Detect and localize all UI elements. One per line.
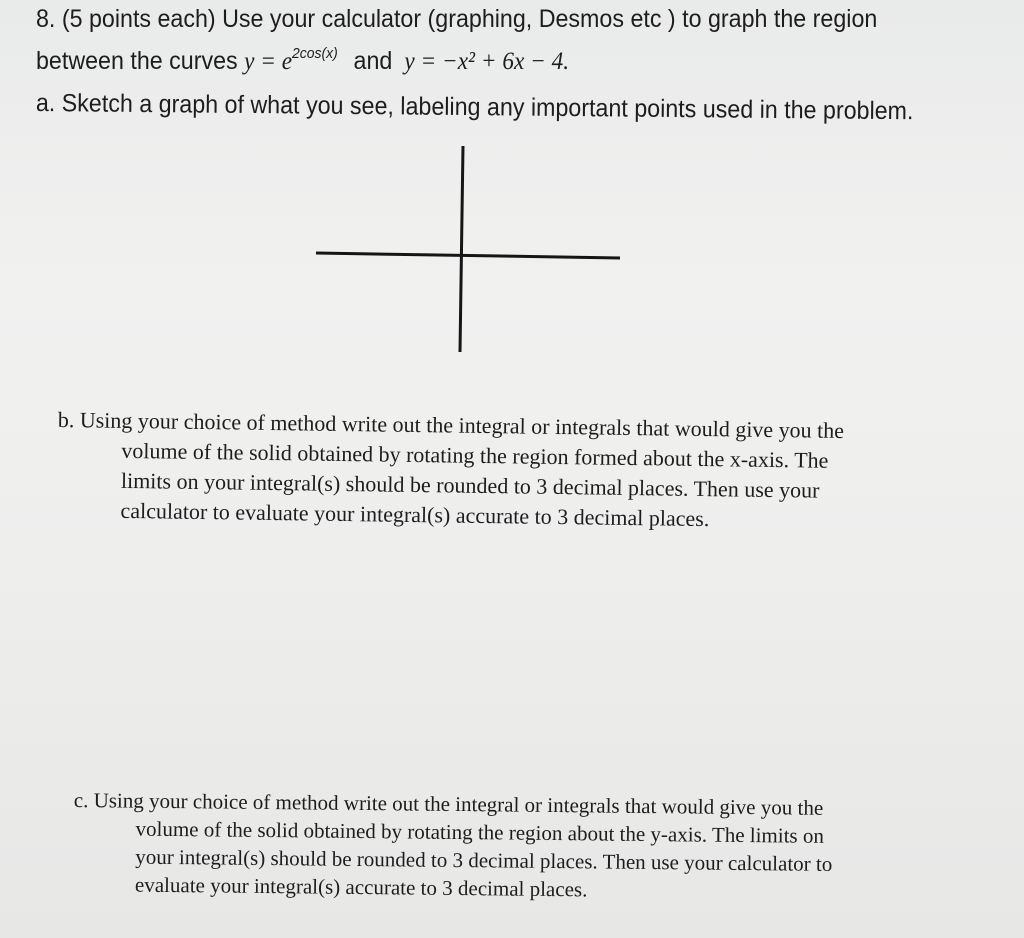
curves-connector: and: [353, 47, 393, 75]
part-b-line-3: limits on your integral(s) should be rounded to 3 decimal places. Then use your: [120, 467, 820, 503]
question-curves-line: [36, 45, 570, 78]
curve-1-exponent: 2cos(x): [292, 45, 338, 62]
y-axis-line: [460, 146, 463, 352]
part-b-line-2: volume of the solid obtained by rotating the region formed about the x-axis. The: [121, 437, 829, 473]
part-c-line-1: c. Using your choice of method write out the integral or integrals that would give you the: [73, 787, 824, 820]
question-header: 8. (5 points each) Use your calculator (graphing, Desmos etc ) to graph the region: [36, 5, 878, 33]
part-c-line-4: evaluate your integral(s) accurate to 3 decimal places.: [134, 872, 588, 902]
part-b-prompt: [56, 405, 844, 536]
x-axis-line: [316, 253, 620, 258]
part-a-prompt: a. Sketch a graph of what you see, labeling any important points used in the problem.: [35, 89, 914, 126]
part-b-line-1: b. Using your choice of method write out the integral or integrals that would give you the: [57, 406, 845, 443]
part-c-line-2: volume of the solid obtained by rotating the region about the y-axis. The limits on: [135, 816, 825, 848]
part-c-line-3: your integral(s) should be rounded to 3 decimal places. Then use your calculator to: [135, 844, 833, 876]
curves-intro: between the curves: [36, 47, 245, 75]
curve-1-base: y = e: [244, 48, 293, 75]
part-c-prompt: [73, 786, 833, 906]
curve-2: y = −x² + 6x − 4.: [404, 48, 570, 75]
part-b-line-4: calculator to evaluate your integral(s) accurate to 3 decimal places.: [120, 497, 710, 532]
